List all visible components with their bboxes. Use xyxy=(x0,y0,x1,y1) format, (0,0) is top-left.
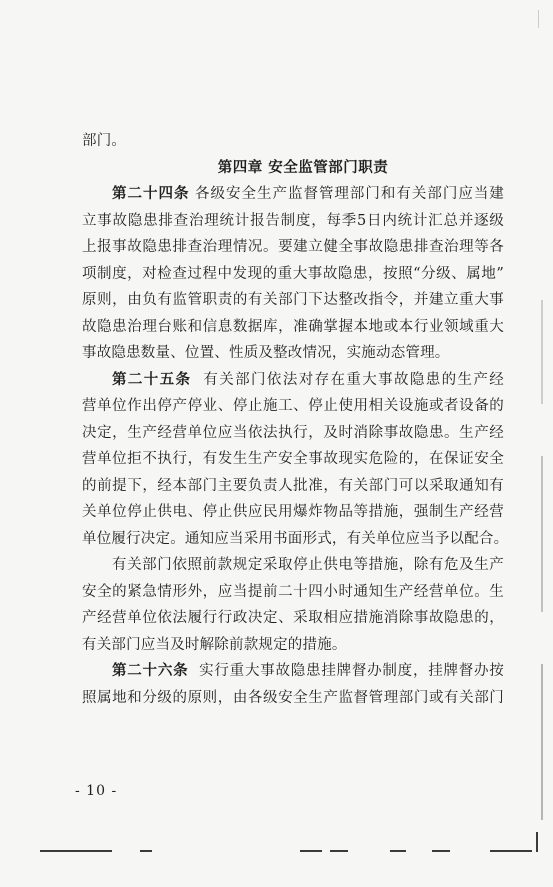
text-line: 有关部门依法对存在重大事故隐患的生产经 xyxy=(203,371,504,388)
scan-artifact-line xyxy=(390,850,406,852)
text-line: 安全的紧急情形外，应当提前二十四小时通知生产经营单位。生 xyxy=(82,583,504,600)
text-line: 各级安全生产监督管理部门和有关部门应当建 xyxy=(195,186,505,202)
text-line: 营单位拒不执行，有发生生产安全事故现实危险的，在保证安全 xyxy=(82,451,504,467)
document-body xyxy=(82,128,509,711)
text-line: 事故隐患数量、位置、性质及整改情况，实施动态管理。 xyxy=(82,345,450,361)
text-line: 故隐患治理台账和信息数据库，准确掌握本地或本行业领域重大 xyxy=(82,318,504,335)
chapter-heading: 第四章 安全监管部门职责 xyxy=(217,158,389,176)
article-25-line-1 xyxy=(82,367,504,394)
text-line: 照属地和分级的原则，由各级安全生产监督管理部门或有关部门 xyxy=(82,689,504,706)
text-line: 有关部门应当及时解除前款规定的措施。 xyxy=(82,636,347,653)
article-title: 第二十五条 xyxy=(112,370,192,388)
text-line: 立事故隐患排查治理统计报告制度，每季5日内统计汇总并逐级 xyxy=(82,212,504,229)
text-line: 营单位作出停产停业、停止施工、停止使用相关设施或者设备的 xyxy=(82,398,504,414)
scan-edge-shadow xyxy=(541,300,543,820)
article-title: 第二十四条 xyxy=(112,185,190,202)
article-title: 第二十六条 xyxy=(112,662,189,679)
scan-edge-mark xyxy=(524,10,539,28)
text-line: 关单位停止供电、停止供应民用爆炸物品等措施，强制生产经营 xyxy=(82,504,504,520)
article-24-line-1 xyxy=(82,181,504,208)
scan-artifact-line xyxy=(40,850,112,852)
scan-artifact-line xyxy=(432,850,450,852)
text-line: 上报事故隐患排查治理情况。要建立健全事故隐患排查治理等各 xyxy=(82,239,504,255)
article-26-line-1 xyxy=(82,658,504,685)
text-line: 单位履行决定。通知应当采用书面形式，有关单位应当予以配合。 xyxy=(82,530,509,547)
scan-artifact-line xyxy=(330,850,348,852)
text-line: 实行重大事故隐患挂牌督办制度，挂牌督办按 xyxy=(199,663,505,679)
page-number: - 10 - xyxy=(75,783,118,799)
text-line: 部门。 xyxy=(82,133,127,149)
scan-artifact-line xyxy=(140,850,152,852)
text-line: 产经营单位依法履行行政决定、采取相应措施消除事故隐患的， xyxy=(82,610,504,626)
scan-artifact-line xyxy=(490,850,532,852)
text-line: 决定，生产经营单位应当依法执行，及时消除事故隐患。生产经 xyxy=(82,424,504,441)
text-line: 项制度，对检查过程中发现的重大事故隐患，按照“分级、属地” xyxy=(82,265,504,282)
scan-artifact-line xyxy=(300,850,322,852)
text-line: 有关部门依照前款规定采取停止供电等措施，除有危及生产 xyxy=(112,557,504,573)
scan-artifact-line xyxy=(536,832,538,852)
text-line: 原则，由负有监管职责的有关部门下达整改指令，并建立重大事 xyxy=(82,292,504,308)
text-line: 的前提下，经本部门主要负责人批准，有关部门可以采取通知有 xyxy=(82,477,504,494)
